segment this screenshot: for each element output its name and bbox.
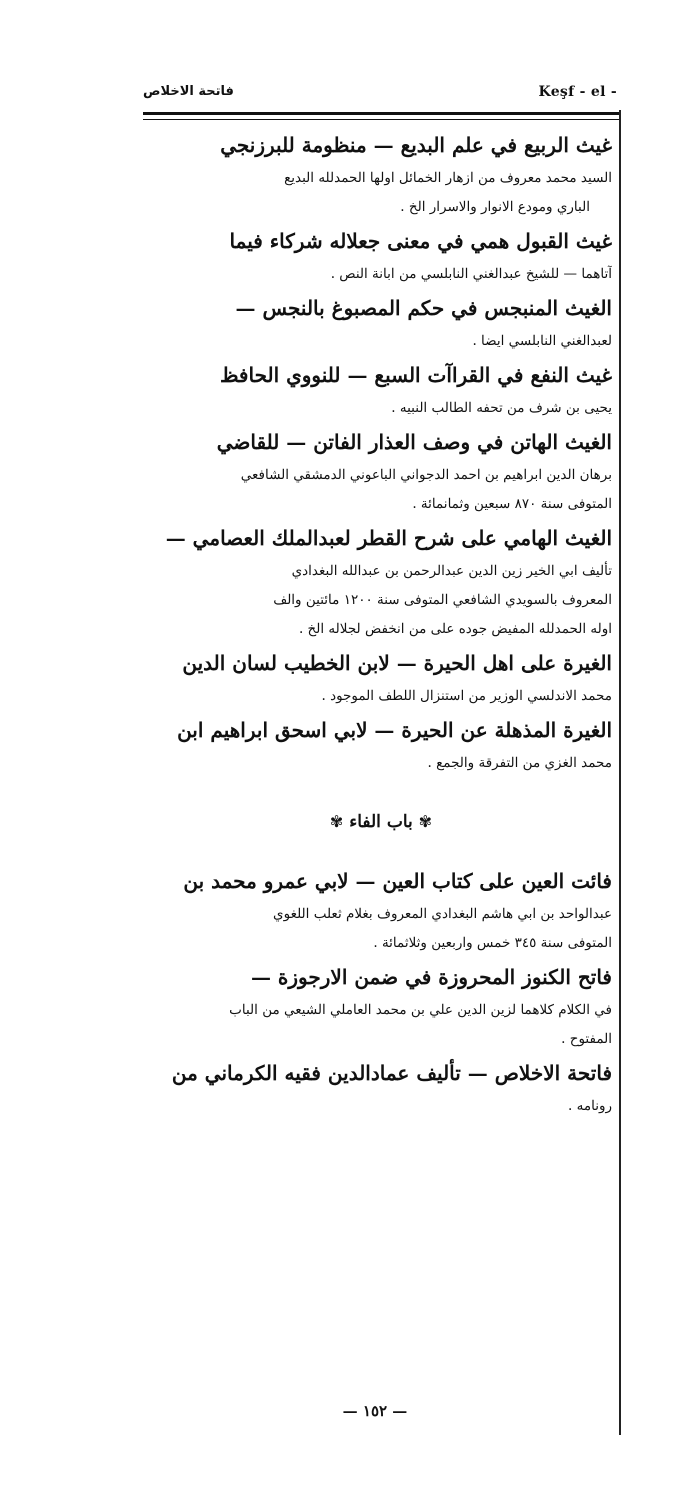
entry-line: الغيث المنبجس في حكم المصبوغ بالنجس — bbox=[235, 296, 612, 320]
entry-fait-al-ayn bbox=[150, 862, 612, 958]
entry-al-ghayth-al-munbajis bbox=[150, 289, 612, 356]
entry-line: الغيث الهاتن في وصف العذار الفاتن — للقاضي bbox=[216, 430, 612, 454]
entry-al-ghayth-al-hami bbox=[150, 519, 612, 644]
entry-line: في الكلام كلاهما لزين الدين علي بن محمد العاملي الشيعي من الباب bbox=[229, 1002, 612, 1018]
entry-line: غيث الربيع في علم البديع — منظومة للبرزنجي bbox=[220, 133, 612, 157]
running-head-arabic: فاتحة الاخلاص bbox=[143, 84, 234, 99]
entry-line: المتوفى سنة ٣٤٥ خمس واربعين وثلاثمائة . bbox=[373, 935, 612, 951]
ornament-left: ✾ bbox=[329, 812, 344, 831]
running-head-latin: Keşf - el - bbox=[538, 84, 617, 100]
entry-line: غيث النفع في القراآت السبع — للنووي الحافظ bbox=[219, 363, 612, 387]
header-rule-thin bbox=[143, 119, 621, 120]
entry-line: المفتوح . bbox=[561, 1031, 612, 1047]
ornament-right: ✾ bbox=[418, 812, 433, 831]
entry-line: محمد الغزي من التفرقة والجمع . bbox=[427, 755, 612, 771]
entry-al-ghayra-ala-ahl-al-hayra bbox=[150, 644, 612, 711]
margin-rule bbox=[619, 110, 621, 1435]
entry-line: محمد الاندلسي الوزير من استنزال اللطف الموجود . bbox=[321, 688, 612, 704]
text-column bbox=[150, 126, 612, 1121]
entry-line: الباري ومودع الانوار والاسرار الخ . bbox=[400, 199, 590, 215]
entry-line: تأليف ابي الخير زين الدين عبدالرحمن بن عبدالله البغدادي bbox=[291, 563, 612, 579]
entry-line: آتاهما — للشيخ عبدالغني النابلسي من ابانة النص . bbox=[330, 266, 612, 282]
entry-fatih-al-kunuz bbox=[150, 958, 612, 1054]
entry-al-ghayth-al-hatin bbox=[150, 423, 612, 519]
entry-line: برهان الدين ابراهيم بن احمد الدجواني الباعوني الدمشقي الشافعي bbox=[240, 467, 612, 483]
entry-line: فاتحة الاخلاص — تأليف عمادالدين فقيه الكرماني من bbox=[171, 1061, 612, 1085]
entry-ghayth-al-qabul bbox=[150, 222, 612, 289]
entry-line: المتوفى سنة ٨٧٠ سبعين وثمانمائة . bbox=[412, 496, 612, 512]
entry-line: فاتح الكنوز المحروزة في ضمن الارجوزة — bbox=[250, 965, 612, 989]
entry-line: غيث القبول همي في معنى جعلاله شركاء فيما bbox=[229, 229, 612, 253]
entry-line: رونامه . bbox=[568, 1098, 612, 1114]
entry-line: المعروف بالسويدي الشافعي المتوفى سنة ١٢٠٠ مائتين والف bbox=[273, 592, 612, 608]
page-number: — ١٥٢ — bbox=[342, 1402, 408, 1420]
entry-line: لعبدالغني النابلسي ايضا . bbox=[472, 333, 612, 349]
section-title: باب الفاء bbox=[349, 812, 413, 832]
entry-line: عبدالواحد بن ابي هاشم البغدادي المعروف بغلام ثعلب اللغوي bbox=[273, 906, 612, 922]
entry-line: السيد محمد معروف من ازهار الخمائل اولها الحمدلله البديع bbox=[284, 170, 612, 186]
entry-ghayth-al-naf bbox=[150, 356, 612, 423]
entry-al-ghayra-al-mudhhila bbox=[150, 711, 612, 778]
entry-line: الغيرة على اهل الحيرة — لابن الخطيب لسان الدين bbox=[182, 651, 612, 675]
header-rule-thick bbox=[143, 112, 621, 115]
entry-fatihat-al-ikhlas bbox=[150, 1054, 612, 1121]
entry-line: يحيى بن شرف من تحفه الطالب النبيه . bbox=[391, 400, 612, 416]
entry-ghayth-al-rabi bbox=[150, 126, 612, 222]
running-head bbox=[125, 84, 617, 112]
entry-line: اوله الحمدلله المفيض جوده على من انخفض لجلاله الخ . bbox=[298, 621, 612, 637]
entry-line: الغيرة المذهلة عن الحيرة — لابي اسحق ابراهيم ابن bbox=[177, 718, 612, 742]
section-heading bbox=[150, 800, 612, 844]
entry-line: الغيث الهامي على شرح القطر لعبدالملك العصامي — bbox=[165, 526, 612, 550]
entry-line: فائت العين على كتاب العين — لابي عمرو محمد بن bbox=[183, 869, 612, 893]
